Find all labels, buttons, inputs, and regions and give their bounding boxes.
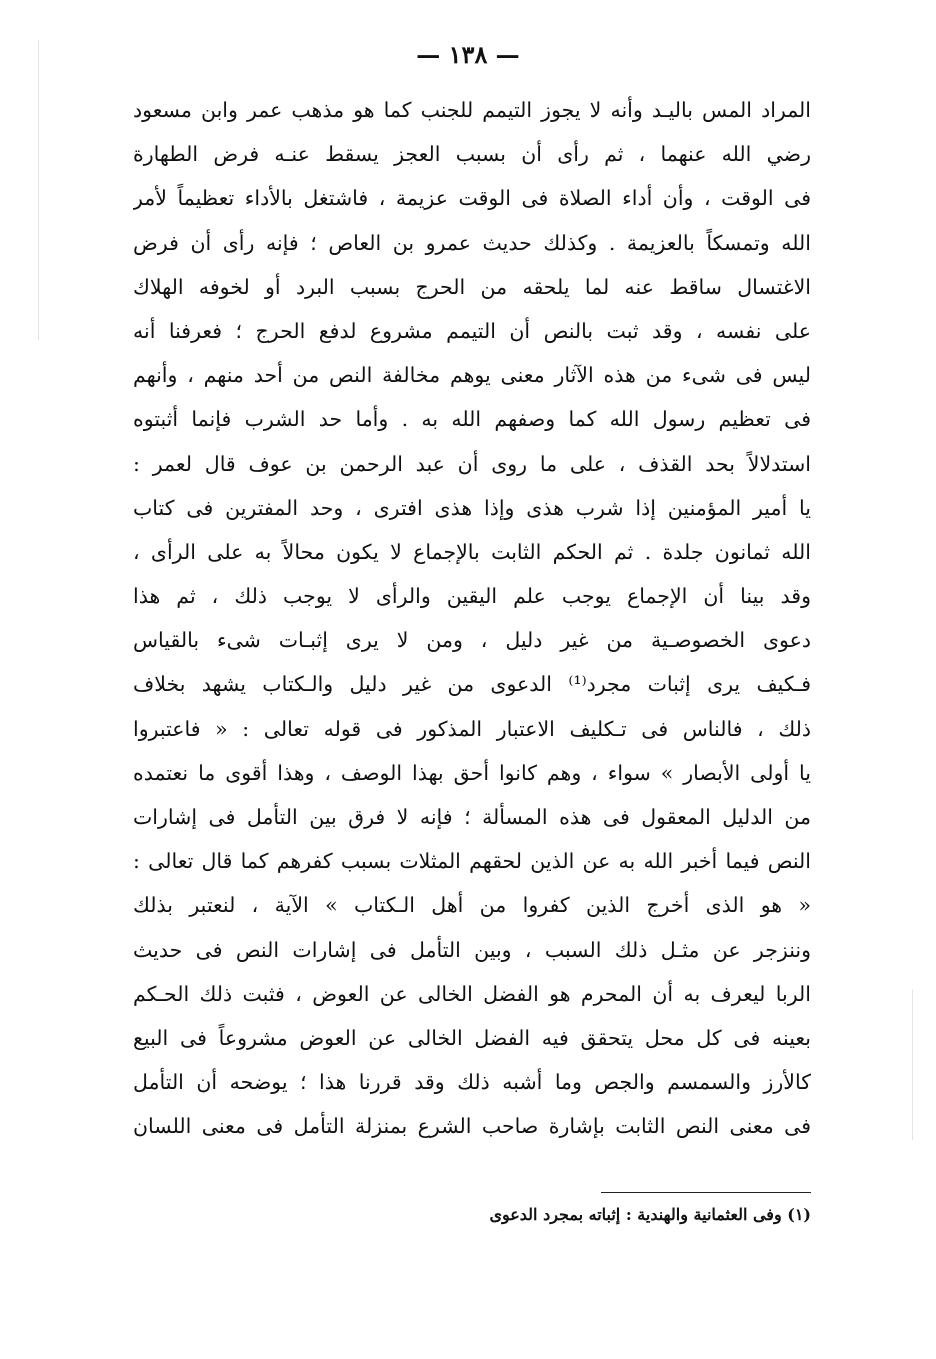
- text-line: فى الوقت ، وأن أداء الصلاة فى الوقت عزيمة ، فاشتغل بالأداء تعظيماً لأمر: [133, 186, 811, 211]
- text-line: من الدليل المعقول فى هذه المسألة ؛ فإنه لا فرق بين التأمل فى إشارات: [133, 805, 811, 829]
- footnote-divider: [601, 1192, 811, 1193]
- scan-edge-mark: [38, 40, 39, 340]
- text-line: الاغتسال ساقط عنه لما يلحقه من الحرج بسبب البرد أو لخوفه الهلاك: [133, 274, 811, 299]
- text-line: بعينه فى كل محل يتحقق فيه الفضل الخالى عن العوض مشروعاً فى البيع: [133, 1025, 811, 1050]
- text-line: يا أمير المؤمنين إذا شرب هذى وإذا هذى افترى ، وحد المفترين فى كتاب: [133, 495, 811, 520]
- text-line: ليس فى شىء من هذه الآثار معنى يوهم مخالفة النص من أحد منهم ، وأنهم: [133, 363, 811, 388]
- text-line: فى تعظيم رسول الله كما وصفهم الله به . وأما حد الشرب فإنما أثبتوه: [133, 407, 811, 432]
- text-line: الله وتمسكاً بالعزيمة . وكذلك حديث عمرو بن العاص ؛ فإنه رأى أن فرض: [133, 230, 811, 255]
- text-line: النص فيما أخبر الله به عن الذين لحقهم المثلات بسبب كفرهم كما قال تعالى :: [133, 849, 811, 874]
- text-line: فـكيف يرى إثبات مجرد⁽¹⁾ الدعوى من غير دليل والـكتاب يشهد بخلاف: [133, 672, 811, 697]
- text-line: فى معنى النص الثابت بإشارة صاحب الشرع بمنزلة التأمل فى معنى اللسان: [133, 1114, 811, 1139]
- text-line: كالأرز والسمسم والجص وما أشبه ذلك وقد قررنا هذا ؛ يوضحه أن التأمل: [133, 1070, 811, 1095]
- text-line: الله ثمانون جلدة . ثم الحكم الثابت بالإجماع لا يكون محالاً به على الرأى ،: [133, 539, 811, 564]
- page-number: — ١٣٨ —: [416, 40, 520, 69]
- footnote: (١) وفى العثمانية والهندية : إثباته بمجرد الدعوى: [489, 1205, 811, 1224]
- text-line: الربا ليعرف به أن المحرم هو الفضل الخالى عن العوض ، فثبت ذلك الحـكم: [133, 981, 811, 1006]
- text-line: المراد المس باليـد وأنه لا يجوز التيمم للجنب كما هو مذهب عمر وابن مسعود: [133, 98, 811, 122]
- scan-edge-mark: [912, 990, 913, 1140]
- text-line: « هو الذى أخرج الذين كفروا من أهل الـكتاب » الآية ، لنعتبر بذلك: [133, 893, 811, 918]
- text-line: رضي الله عنهما ، ثم رأى أن بسبب العجز يسقط عنـه فرض الطهارة: [133, 142, 811, 167]
- text-line: وقد بينا أن الإجماع يوجب علم اليقين والرأى لا يوجب ذلك ، ثم هذا: [133, 584, 811, 609]
- text-line: يا أولى الأبصار » سواء ، وهم كانوا أحق بهذا الوصف ، وهذا أقوى ما نعتمده: [133, 760, 811, 785]
- text-line: استدلالاً بحد القذف ، على ما روى أن عبد الرحمن بن عوف قال لعمر :: [133, 451, 811, 476]
- text-line: دعوى الخصوصـية من غير دليل ، ومن لا يرى إثبـات شىء بالقياس: [133, 628, 811, 653]
- text-line: وننزجر عن مثـل ذلك السبب ، وبين التأمل فى إشارات النص فى حديث: [133, 937, 811, 962]
- text-line: على نفسه ، وقد ثبت بالنص أن التيمم مشروع لدفع الحرج ؛ فعرفنا أنه: [133, 318, 811, 343]
- text-line: ذلك ، فالناس فى تـكليف الاعتبار المذكور فى قوله تعالى : « فاعتبروا: [133, 716, 811, 741]
- body-text: [133, 88, 811, 1149]
